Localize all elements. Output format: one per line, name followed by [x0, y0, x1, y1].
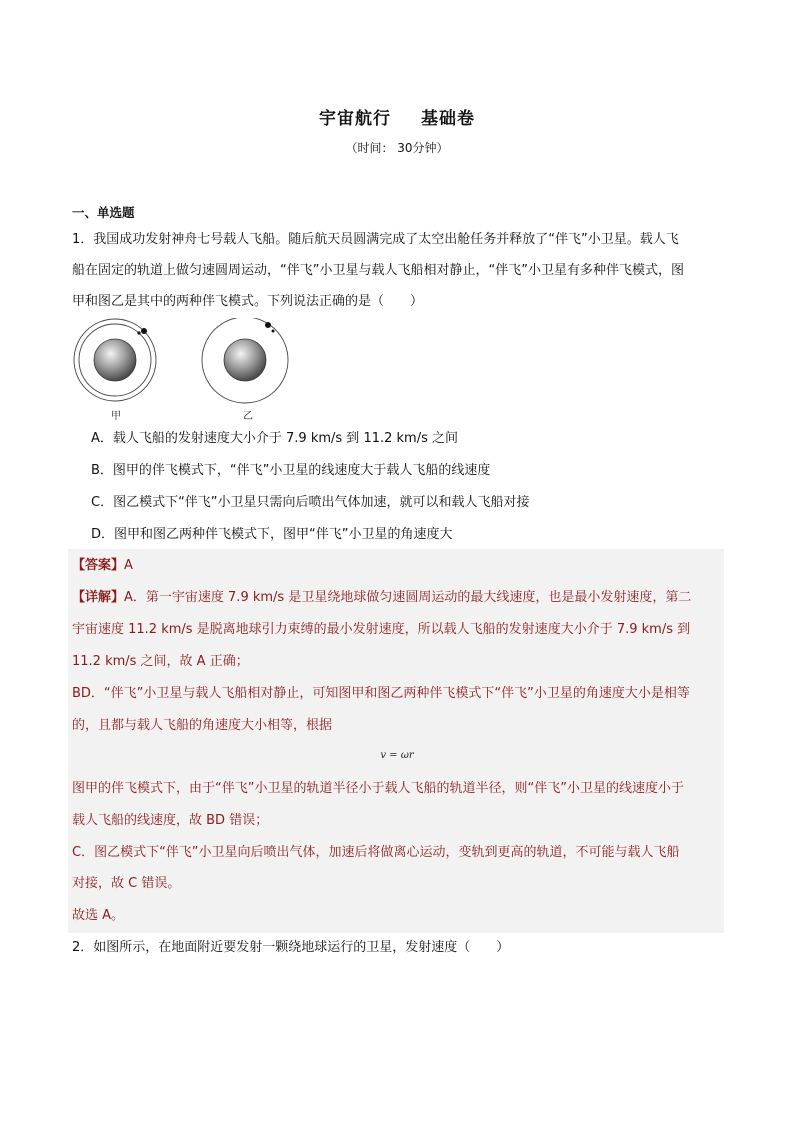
explanation-line-10: 故选 A。	[72, 908, 125, 923]
time-limit: （时间： 30分钟）	[345, 141, 449, 155]
orbit-figure	[68, 318, 298, 428]
page-title	[0, 104, 794, 129]
explanation-text: A．第一宇宙速度 7.9 km/s 是卫星绕地球做匀速圆周运动的最大线速度，也是最小发射速度，第二	[124, 590, 692, 605]
question-1-line-3: 甲和图乙是其中的两种伴飞模式。下列说法正确的是（ ）	[72, 294, 424, 309]
section-heading: 一、单选题	[72, 205, 135, 220]
explanation-line-5: 的，且都与载人飞船的角速度大小相等，根据	[72, 718, 333, 733]
question-1-line-2: 船在固定的轨道上做匀速圆周运动，“伴飞”小卫星与载人飞船相对静止，“伴飞”小卫星有多种伴飞模式，图	[72, 263, 684, 278]
figure-a-label: 甲	[111, 411, 121, 422]
companion-satellite-dot	[272, 330, 275, 333]
companion-satellite-dot	[137, 331, 140, 334]
option-b: B．图甲的伴飞模式下，“伴飞”小卫星的线速度大于载人飞船的线速度	[91, 463, 491, 478]
answer-line	[72, 555, 133, 577]
title-right: 基础卷	[421, 109, 475, 129]
explanation-line-3: 11.2 km/s 之间，故 A 正确；	[72, 654, 249, 669]
explanation-label: 【详解】	[72, 590, 125, 605]
explanation-line-1	[72, 587, 691, 609]
question-1-line-1: 1．我国成功发射神舟七号载人飞船。随后航天员圆满完成了太空出舱任务并释放了“伴飞”小卫星。载人飞	[72, 232, 679, 247]
spacecraft-dot	[141, 328, 147, 334]
explanation-line-2: 宇宙速度 11.2 km/s 是脱离地球引力束缚的最小发射速度，所以载人飞船的发射速度大小介于 7.9 km/s 到	[72, 622, 691, 637]
figure-b-label: 乙	[243, 411, 253, 422]
option-d: D．图甲和图乙两种伴飞模式下，图甲“伴飞”小卫星的角速度大	[91, 527, 453, 542]
explanation-line-8: C．图乙模式下“伴飞”小卫星向后喷出气体，加速后将做离心运动，变轨到更高的轨道，不可能与载人飞船	[72, 845, 680, 860]
option-a: A．载人飞船的发射速度大小介于 7.9 km/s 到 11.2 km/s 之间	[91, 431, 458, 446]
answer-label: 【答案】	[72, 558, 125, 573]
title-left: 宇宙航行	[319, 109, 391, 129]
option-c: C．图乙模式下“伴飞”小卫星只需向后喷出气体加速，就可以和载人飞船对接	[91, 495, 530, 510]
figure-a-diagram	[74, 319, 156, 401]
explanation-line-6: 图甲的伴飞模式下，由于“伴飞”小卫星的轨道半径小于载人飞船的轨道半径，则“伴飞”小卫星的线速度小于	[72, 781, 684, 796]
explanation-line-7: 载人飞船的线速度，故 BD 错误；	[72, 813, 269, 828]
explanation-line-9: 对接，故 C 错误。	[72, 876, 181, 891]
question-2-line-1: 2．如图所示，在地面附近要发射一颗绕地球运行的卫星，发射速度（ ）	[72, 940, 510, 955]
answer-value: A	[124, 558, 133, 573]
figure-b-diagram	[202, 318, 288, 403]
formula: v = ωr	[380, 750, 414, 761]
explanation-line-4: BD．“伴飞”小卫星与载人飞船相对静止，可知图甲和图乙两种伴飞模式下“伴飞”小卫星的角速度大小是相等	[72, 686, 690, 701]
spacecraft-dot	[265, 322, 271, 328]
